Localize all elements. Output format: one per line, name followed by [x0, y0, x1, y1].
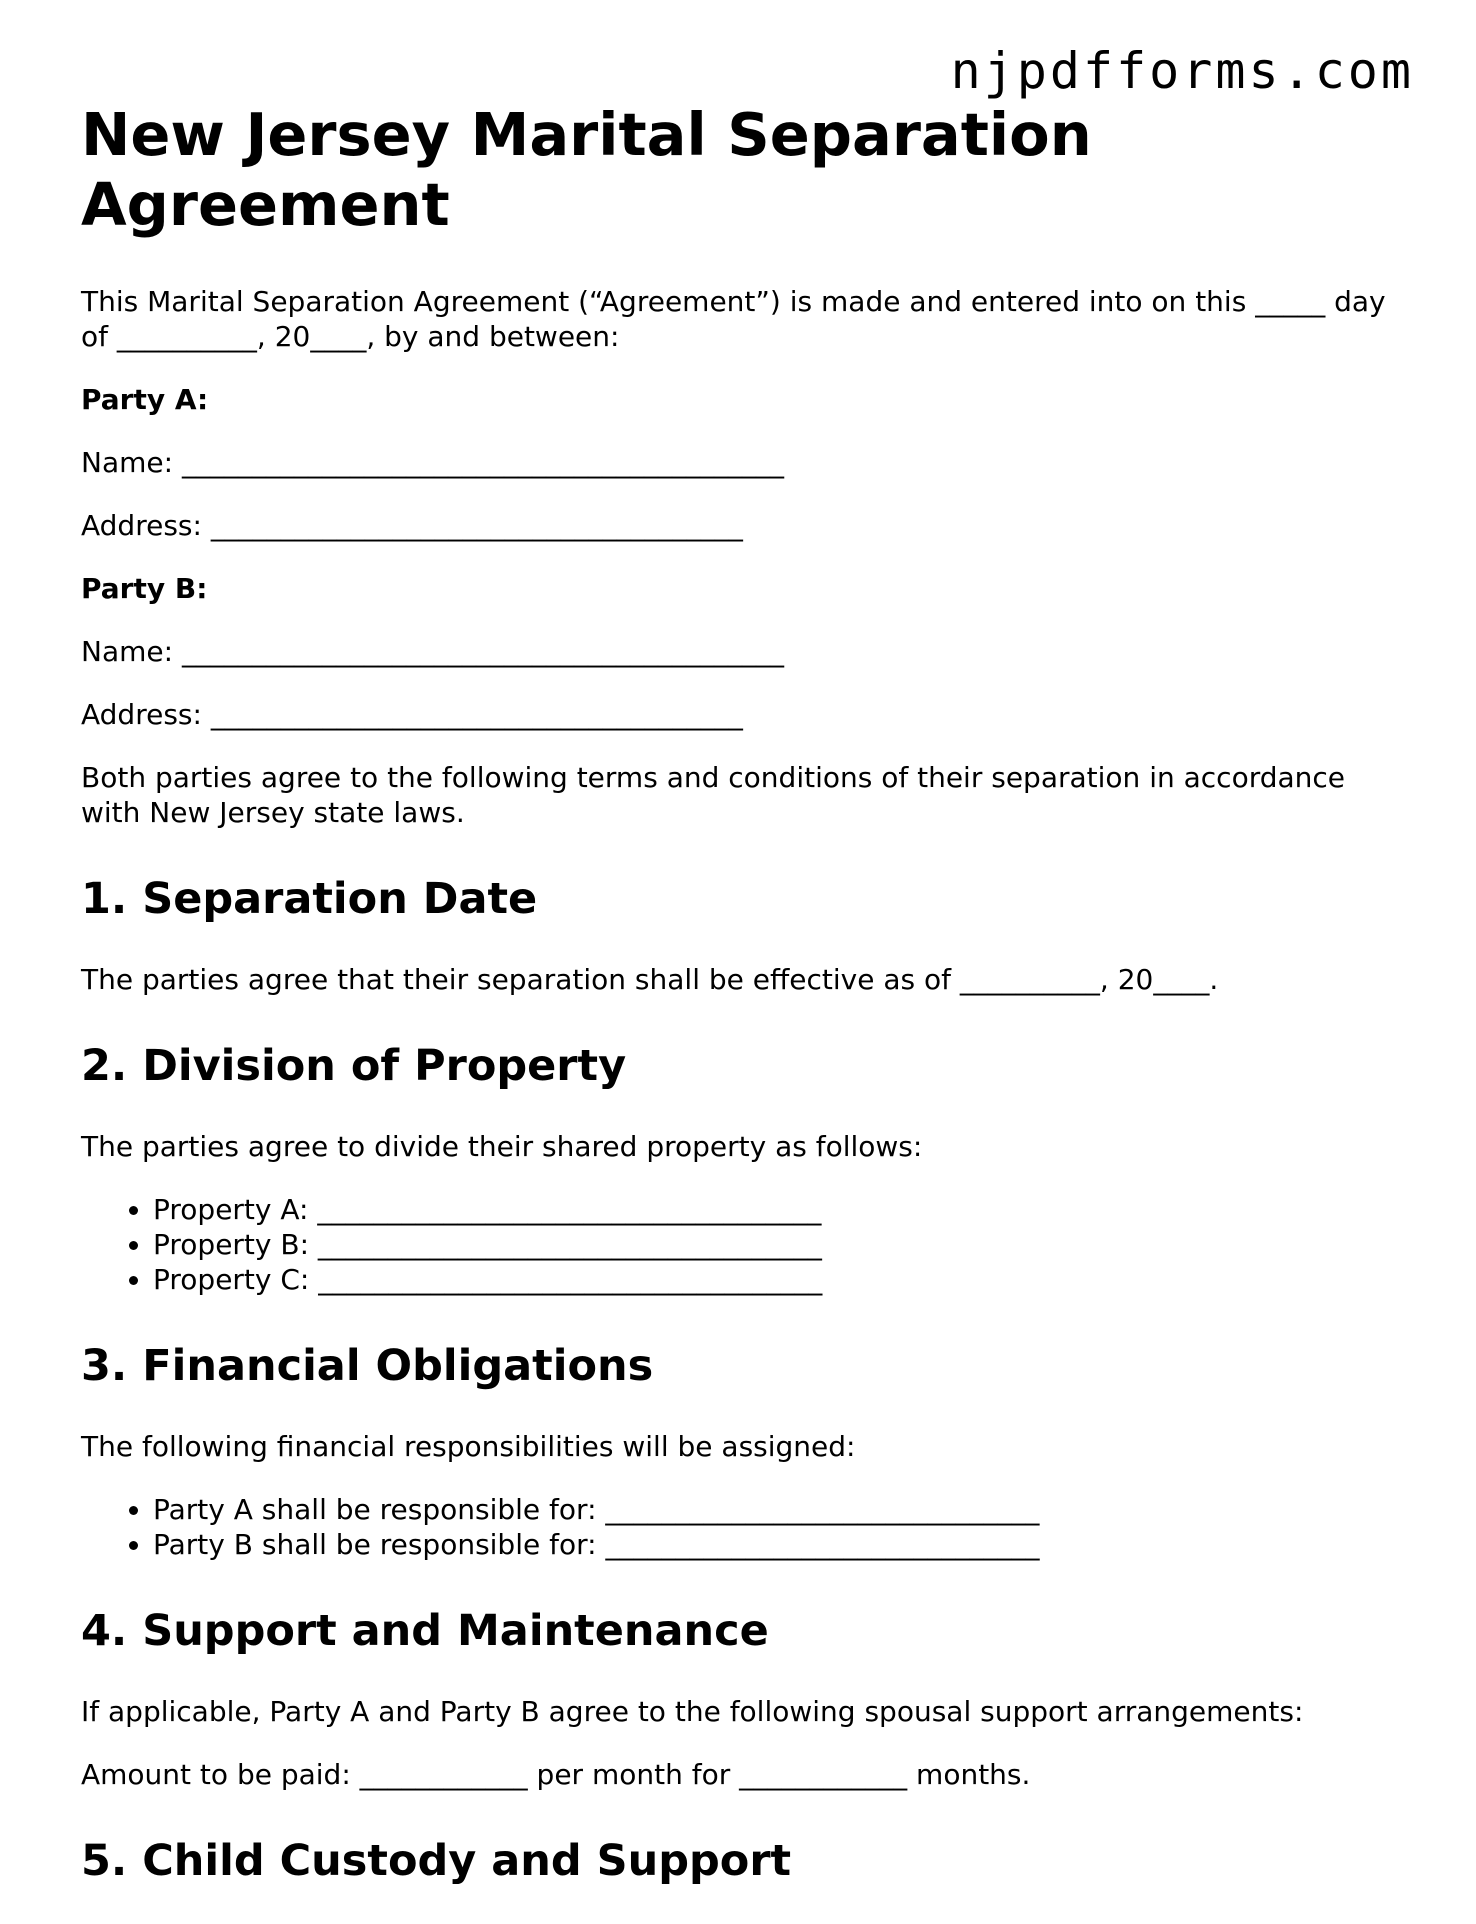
separation-date-text: The parties agree that their separation shall be effective as of __________, 20____.	[81, 963, 1219, 996]
financial-obligations-list	[81, 1492, 1401, 1562]
party-b-responsibility-item: • Party B shall be responsible for: _______________________________	[153, 1527, 1401, 1562]
support-and-maintenance-text: If applicable, Party A and Party B agree to the following spousal support arrangements:	[81, 1695, 1304, 1728]
watermark: njpdfforms.com	[950, 42, 1414, 100]
party-b-address-field: Address: ______________________________________	[81, 698, 743, 731]
party-a-name-field: Name: ___________________________________________	[81, 446, 784, 479]
party-a-address-field: Address: ______________________________________	[81, 509, 743, 542]
property-item-c: • Property C: ____________________________________	[153, 1262, 1401, 1297]
financial-obligations-text: The following financial responsibilities will be assigned:	[81, 1430, 856, 1463]
property-list	[81, 1192, 1401, 1297]
party-a-responsibility-item: • Party A shall be responsible for: _______________________________	[153, 1492, 1401, 1527]
section-heading-support-and-maintenance: 4. Support and Maintenance	[81, 1606, 769, 1656]
property-item-a: • Property A: ____________________________________	[153, 1192, 1401, 1227]
party-a-label: Party A:	[81, 383, 209, 416]
agreement-statement: Both parties agree to the following terms and conditions of their separation in accordance with New Jersey state laws.	[81, 761, 1346, 829]
intro-paragraph: This Marital Separation Agreement (“Agreement”) is made and entered into on this _____ day of __________, 20____, by and between:	[81, 285, 1386, 353]
section-heading-separation-date: 1. Separation Date	[81, 874, 538, 924]
document-title: New Jersey Marital Separation Agreement	[81, 100, 1092, 239]
property-item-b: • Property B: ____________________________________	[153, 1227, 1401, 1262]
document-page	[81, 100, 1401, 1924]
division-of-property-text: The parties agree to divide their shared property as follows:	[81, 1130, 923, 1163]
party-b-name-field: Name: ___________________________________________	[81, 635, 784, 668]
party-b-label: Party B:	[81, 572, 208, 605]
section-heading-child-custody-and-support: 5. Child Custody and Support	[81, 1836, 792, 1886]
support-amount-line: Amount to be paid: ____________ per month for ____________ months.	[81, 1758, 1031, 1791]
section-heading-division-of-property: 2. Division of Property	[81, 1041, 627, 1091]
section-heading-financial-obligations: 3. Financial Obligations	[81, 1341, 654, 1391]
